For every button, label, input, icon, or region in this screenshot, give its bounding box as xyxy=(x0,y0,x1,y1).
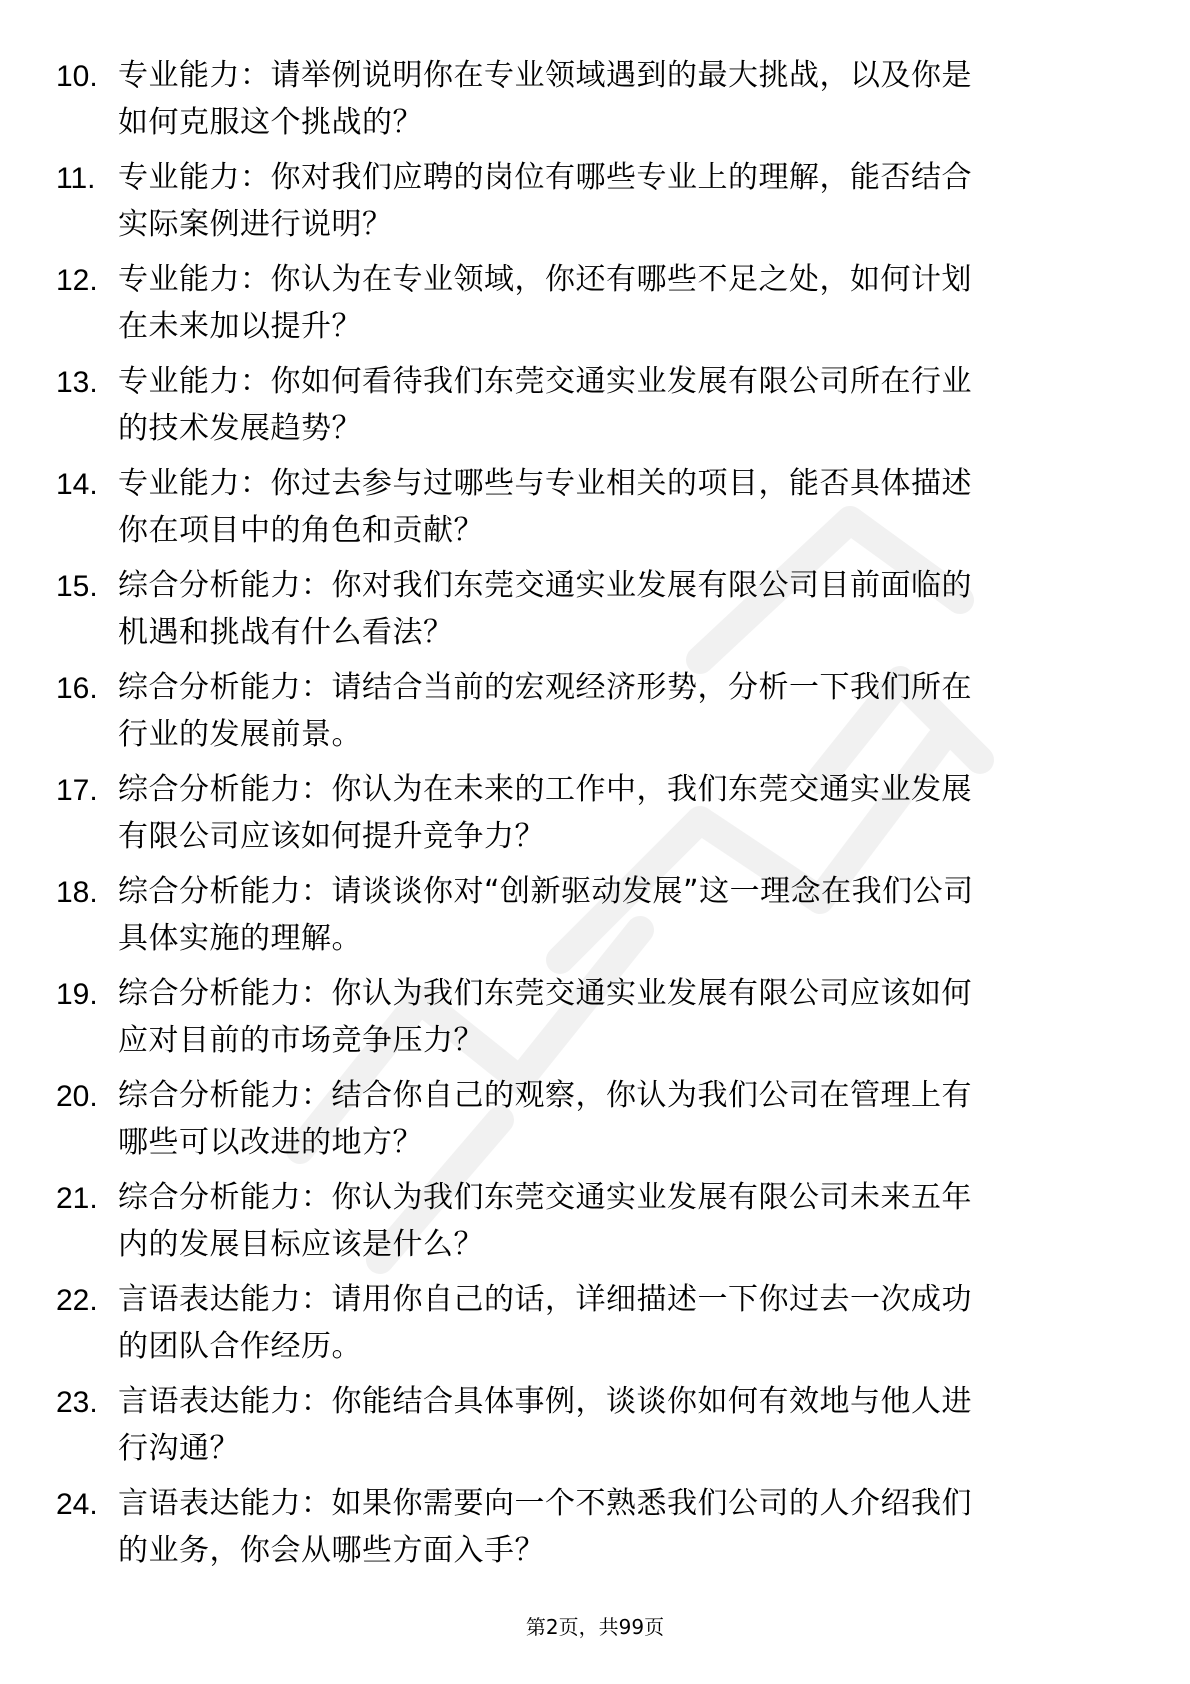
question-text-line: 的业务，你会从哪些方面入手？ xyxy=(118,1533,545,1568)
question-list xyxy=(0,52,1190,1582)
question-text-line: 综合分析能力：你认为在未来的工作中，我们东莞交通实业发展 xyxy=(118,772,972,807)
question-text xyxy=(118,970,1038,1064)
question-text-line: 的团队合作经历。 xyxy=(118,1329,362,1364)
question-text-line: 综合分析能力：你认为我们东莞交通实业发展有限公司应该如何 xyxy=(118,976,972,1011)
question-text-line: 在未来加以提升？ xyxy=(118,309,362,344)
question-text-line: 言语表达能力：请用你自己的话，详细描述一下你过去一次成功 xyxy=(118,1282,972,1317)
question-number: 24. xyxy=(56,1488,98,1521)
question-number: 15. xyxy=(56,570,98,603)
question-text-line: 如何克服这个挑战的？ xyxy=(118,105,423,140)
question-text-line: 综合分析能力：请谈谈你对“创新驱动发展”这一理念在我们公司 xyxy=(118,874,974,909)
question-item xyxy=(0,766,1190,868)
question-text-line: 专业能力：你过去参与过哪些与专业相关的项目，能否具体描述 xyxy=(118,466,972,501)
question-item xyxy=(0,1378,1190,1480)
question-text-line: 有限公司应该如何提升竞争力？ xyxy=(118,819,545,854)
question-text xyxy=(118,1378,1038,1472)
question-text-line: 具体实施的理解。 xyxy=(118,921,362,956)
question-text xyxy=(118,1480,1038,1574)
question-text-line: 机遇和挑战有什么看法？ xyxy=(118,615,454,650)
question-item xyxy=(0,256,1190,358)
question-number: 13. xyxy=(56,366,98,399)
question-text xyxy=(118,664,1038,758)
question-item xyxy=(0,52,1190,154)
question-number: 20. xyxy=(56,1080,98,1113)
question-text xyxy=(118,1072,1038,1166)
question-text-line: 言语表达能力：如果你需要向一个不熟悉我们公司的人介绍我们 xyxy=(118,1486,972,1521)
question-item xyxy=(0,154,1190,256)
question-text-line: 行沟通？ xyxy=(118,1431,240,1466)
question-text-line: 专业能力：你如何看待我们东莞交通实业发展有限公司所在行业 xyxy=(118,364,972,399)
question-number: 21. xyxy=(56,1182,98,1215)
question-number: 22. xyxy=(56,1284,98,1317)
question-text xyxy=(118,154,1038,248)
question-number: 14. xyxy=(56,468,98,501)
question-text-line: 言语表达能力：你能结合具体事例，谈谈你如何有效地与他人进 xyxy=(118,1384,972,1419)
question-number: 12. xyxy=(56,264,98,297)
question-item xyxy=(0,358,1190,460)
question-text xyxy=(118,460,1038,554)
question-text xyxy=(118,1174,1038,1268)
question-text-line: 综合分析能力：请结合当前的宏观经济形势，分析一下我们所在 xyxy=(118,670,972,705)
question-text-line: 综合分析能力：你认为我们东莞交通实业发展有限公司未来五年 xyxy=(118,1180,972,1215)
question-text-line: 专业能力：你对我们应聘的岗位有哪些专业上的理解，能否结合 xyxy=(118,160,972,195)
question-item xyxy=(0,1174,1190,1276)
question-text-line: 哪些可以改进的地方？ xyxy=(118,1125,423,1160)
question-text xyxy=(118,766,1038,860)
question-text xyxy=(118,562,1038,656)
question-item xyxy=(0,664,1190,766)
question-item xyxy=(0,1072,1190,1174)
question-text-line: 行业的发展前景。 xyxy=(118,717,362,752)
question-text-line: 专业能力：你认为在专业领域，你还有哪些不足之处，如何计划 xyxy=(118,262,972,297)
question-item xyxy=(0,970,1190,1072)
question-text-line: 应对目前的市场竞争压力？ xyxy=(118,1023,484,1058)
question-item xyxy=(0,562,1190,664)
question-number: 17. xyxy=(56,774,98,807)
question-text xyxy=(118,358,1038,452)
question-item xyxy=(0,868,1190,970)
question-item xyxy=(0,1480,1190,1582)
question-text xyxy=(118,256,1038,350)
question-number: 10. xyxy=(56,60,98,93)
question-text-line: 专业能力：请举例说明你在专业领域遇到的最大挑战，以及你是 xyxy=(118,58,972,93)
question-text xyxy=(118,868,1038,962)
page-footer: 第2页，共99页 xyxy=(525,1615,665,1639)
question-number: 16. xyxy=(56,672,98,705)
question-text xyxy=(118,52,1038,146)
question-number: 23. xyxy=(56,1386,98,1419)
question-text xyxy=(118,1276,1038,1370)
question-item xyxy=(0,460,1190,562)
question-number: 18. xyxy=(56,876,98,909)
question-text-line: 综合分析能力：结合你自己的观察，你认为我们公司在管理上有 xyxy=(118,1078,972,1113)
question-number: 19. xyxy=(56,978,98,1011)
question-text-line: 内的发展目标应该是什么？ xyxy=(118,1227,484,1262)
question-text-line: 你在项目中的角色和贡献？ xyxy=(118,513,484,548)
question-text-line: 综合分析能力：你对我们东莞交通实业发展有限公司目前面临的 xyxy=(118,568,972,603)
question-text-line: 的技术发展趋势？ xyxy=(118,411,362,446)
question-text-line: 实际案例进行说明？ xyxy=(118,207,393,242)
question-item xyxy=(0,1276,1190,1378)
question-number: 11. xyxy=(56,162,96,195)
